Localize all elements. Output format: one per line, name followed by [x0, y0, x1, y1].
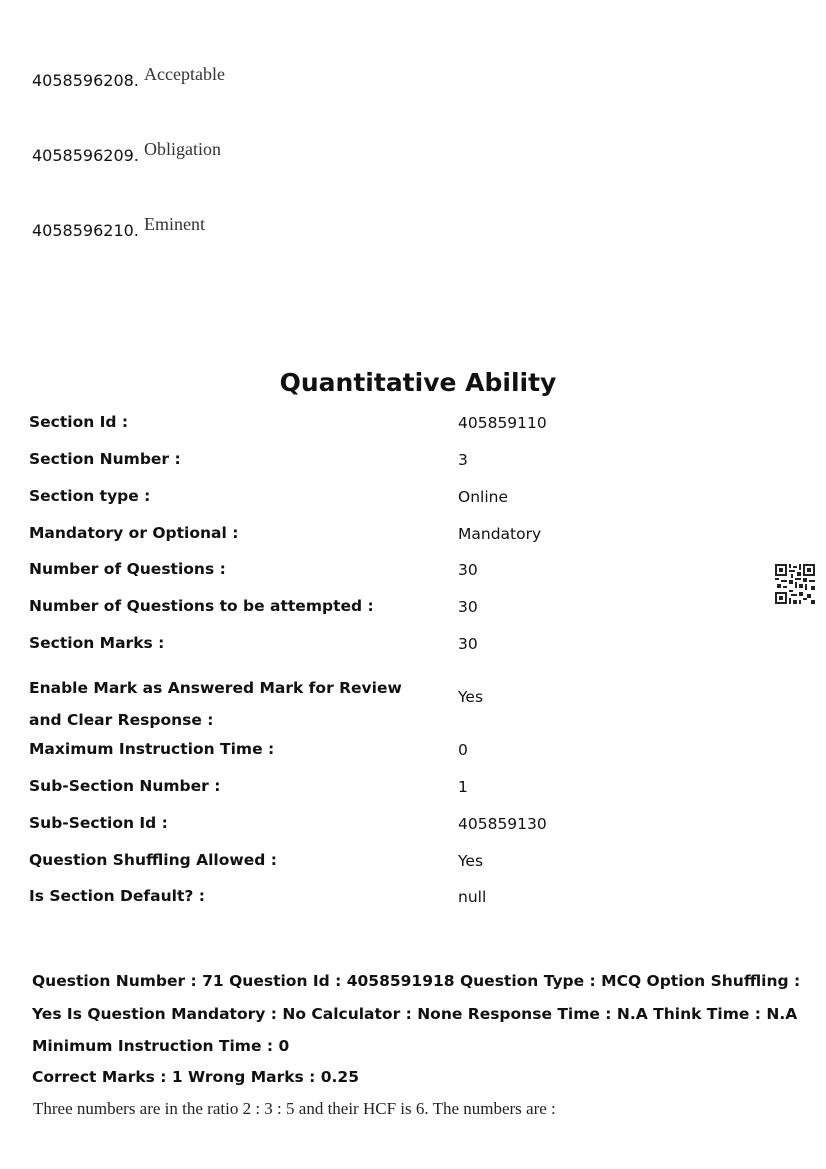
option-text: Eminent: [143, 214, 205, 234]
row-value: 0: [458, 741, 468, 759]
row-label: Section Marks :: [29, 634, 165, 652]
row-label: Mandatory or Optional :: [29, 524, 239, 542]
row-label: Maximum Instruction Time :: [29, 740, 275, 758]
row-value: Online: [458, 488, 508, 506]
question-meta: Question Number : 71 Question Id : 4058591918 Question Type : MCQ Option Shuffling : Yes Is Question Mandatory : No Calculator : None Response Time : N.A Think Time : N.A Minimum Instruction Time : 0: [32, 972, 801, 1055]
row-value: 30: [458, 598, 478, 616]
row-value: 30: [458, 561, 478, 579]
row-value: Yes: [458, 852, 484, 870]
qr-code-icon: [775, 564, 815, 604]
option-text: Acceptable: [143, 64, 225, 84]
option-text: Obligation: [143, 139, 221, 159]
row-value: Yes: [458, 688, 484, 706]
option-3: [32, 214, 205, 241]
row-value: 405859130: [458, 815, 547, 833]
option-id: 4058596209.: [32, 146, 139, 165]
row-value: null: [458, 888, 487, 906]
section-title: Quantitative Ability: [279, 368, 557, 397]
row-value: 30: [458, 635, 478, 653]
row-label: Number of Questions :: [29, 560, 226, 578]
row-value: 405859110: [458, 414, 547, 432]
row-label: Section Number :: [29, 450, 181, 468]
question-marks: Correct Marks : 1 Wrong Marks : 0.25: [32, 1068, 359, 1086]
row-label: Sub-Section Id :: [29, 814, 168, 832]
option-2: [32, 139, 221, 166]
row-label: Is Section Default? :: [29, 887, 205, 905]
option-id: 4058596210.: [32, 221, 139, 240]
row-label: Sub-Section Number :: [29, 777, 221, 795]
row-value: 3: [458, 451, 468, 469]
option-1: [32, 64, 225, 91]
row-label: Section type :: [29, 487, 151, 505]
row-label: Number of Questions to be attempted :: [29, 597, 374, 615]
row-label: Section Id :: [29, 413, 129, 431]
row-label: Enable Mark as Answered Mark for Review and Clear Response :: [29, 679, 402, 729]
row-label: Question Shuffling Allowed :: [29, 851, 277, 869]
option-id: 4058596208.: [32, 71, 139, 90]
row-value: 1: [458, 778, 468, 796]
row-value: Mandatory: [458, 525, 542, 543]
question-text: Three numbers are in the ratio 2 : 3 : 5 and their HCF is 6. The numbers are :: [33, 1099, 556, 1118]
